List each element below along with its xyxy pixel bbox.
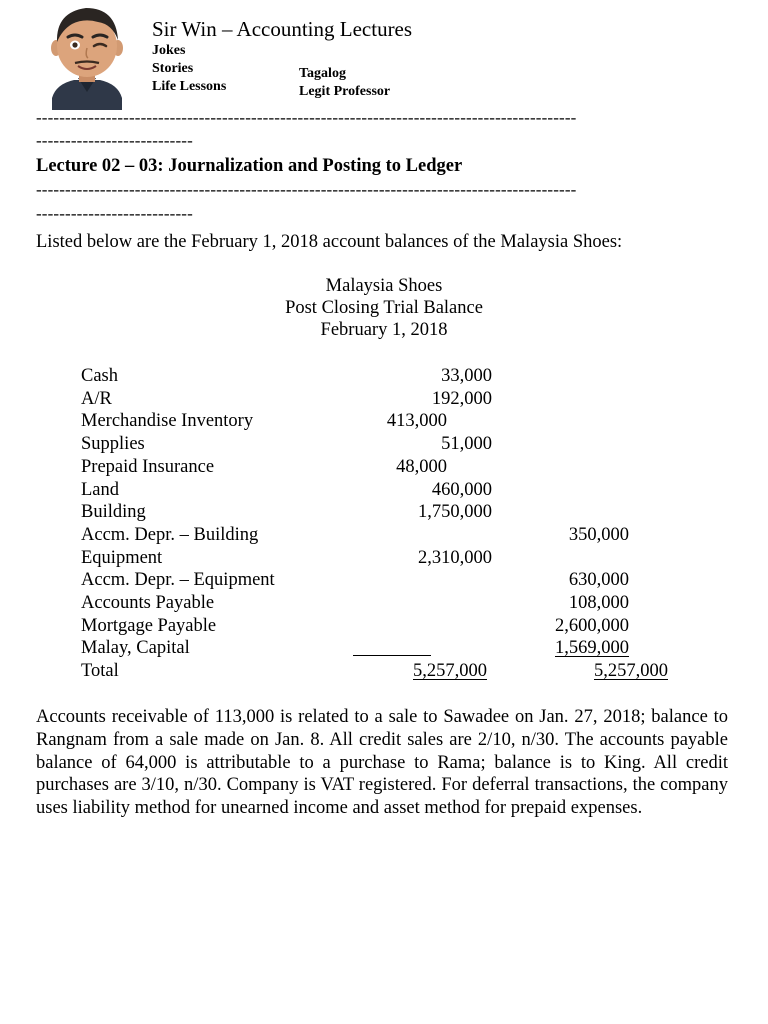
tag-life-lessons: Life Lessons xyxy=(152,79,227,94)
debit-amount: 460,000 xyxy=(431,479,492,500)
statement-date: February 1, 2018 xyxy=(320,320,448,340)
statement-title: Post Closing Trial Balance xyxy=(285,298,483,318)
debit-amount: 33,000 xyxy=(441,366,492,386)
account-name: Malay, Capital xyxy=(81,638,190,659)
table-row xyxy=(0,593,768,616)
table-row xyxy=(0,548,768,571)
total-credit: 5,257,000 xyxy=(594,661,668,682)
divider-line: --------------------------- xyxy=(36,204,193,223)
divider-line: --------------------------- xyxy=(36,131,193,150)
divider-line: --------------------------------------------------------------------------------------------- xyxy=(36,180,577,199)
account-name: Mortgage Payable xyxy=(81,615,217,636)
divider-line: --------------------------------------------------------------------------------------------- xyxy=(36,108,577,127)
total-debit: 5,257,000 xyxy=(413,661,487,682)
account-name: Supplies xyxy=(81,434,145,455)
credit-amount: 108,000 xyxy=(568,593,629,613)
account-name: Equipment xyxy=(81,547,163,568)
tag-jokes: Jokes xyxy=(152,43,186,58)
account-name: Cash xyxy=(81,366,118,386)
credit-amount: 2,600,000 xyxy=(555,615,629,636)
debit-amount: 413,000 xyxy=(386,411,447,432)
account-name: Merchandise Inventory xyxy=(81,411,254,432)
table-row xyxy=(0,616,768,639)
debit-amount: 48,000 xyxy=(396,456,447,477)
account-name: Accm. Depr. – Equipment xyxy=(81,570,275,591)
table-row xyxy=(0,411,768,434)
debit-amount: 1,750,000 xyxy=(418,502,492,523)
avatar xyxy=(48,4,126,110)
tag-tagalog: Tagalog xyxy=(299,66,346,81)
table-row xyxy=(0,570,768,593)
account-name: Prepaid Insurance xyxy=(81,456,215,477)
total-label: Total xyxy=(81,661,119,682)
table-row xyxy=(0,525,768,548)
table-row xyxy=(0,457,768,480)
company-name: Malaysia Shoes xyxy=(325,276,443,296)
table-row xyxy=(0,638,768,661)
problem-paragraph: Accounts receivable of 113,000 is related to a sale to Sawadee on Jan. 27, 2018; balance to Rangnam from a sale made on Jan. 8. All credit sales are 2/10, n/30. The accounts payable balance of 64,000 is attributable to a purchase to Rama; balance is to King. All credit purchases are 3/10, n/30. Company is VAT registered. For deferral transactions, the company uses liability method for unearned income and asset method for prepaid expenses. xyxy=(36,707,728,819)
debit-amount: 192,000 xyxy=(431,388,492,409)
table-row xyxy=(0,389,768,412)
account-name: Land xyxy=(81,479,120,500)
credit-amount: 350,000 xyxy=(568,524,629,545)
tag-stories: Stories xyxy=(152,61,194,76)
header-title: Sir Win – Accounting Lectures xyxy=(152,17,413,41)
account-name: Accm. Depr. – Building xyxy=(81,524,259,545)
account-name: Accounts Payable xyxy=(81,593,215,613)
tag-legit-professor: Legit Professor xyxy=(299,84,391,99)
table-row xyxy=(0,366,768,389)
debit-amount: 51,000 xyxy=(441,434,492,455)
table-row xyxy=(0,480,768,503)
account-name: A/R xyxy=(81,388,112,409)
credit-amount: 1,569,000 xyxy=(555,638,629,659)
lecture-title: Lecture 02 – 03: Journalization and Posting to Ledger xyxy=(36,156,463,176)
table-row xyxy=(0,502,768,525)
credit-amount: 630,000 xyxy=(568,570,629,591)
debit-amount: 2,310,000 xyxy=(418,547,492,568)
table-row xyxy=(0,434,768,457)
intro-text: Listed below are the February 1, 2018 account balances of the Malaysia Shoes: xyxy=(36,232,623,252)
account-name: Building xyxy=(81,502,146,523)
total-row xyxy=(0,661,768,684)
